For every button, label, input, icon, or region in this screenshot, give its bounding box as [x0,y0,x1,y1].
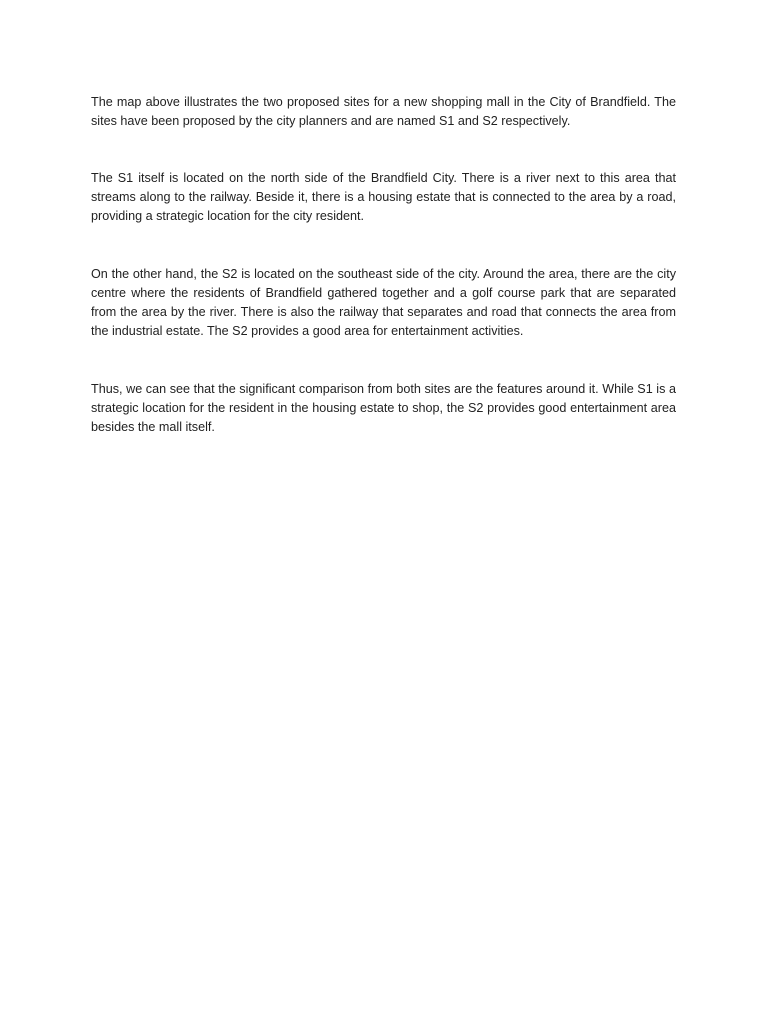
document-body [91,93,676,437]
paragraph-site-s2: On the other hand, the S2 is located on the southeast side of the city. Around the area, there are the city centre where the residents of Brandfield gathered together and a golf course park that are separated from the area by the river. There is also the railway that separates and road that connects the area from the industrial estate. The S2 provides a good area for entertainment activities. [91,267,676,338]
paragraph-conclusion: Thus, we can see that the significant comparison from both sites are the features around it. While S1 is a strategic location for the resident in the housing estate to shop, the S2 provides good entertainment area besides the mall itself. [91,382,676,434]
paragraph-introduction: The map above illustrates the two proposed sites for a new shopping mall in the City of Brandfield. The sites have been proposed by the city planners and are named S1 and S2 respectively. [91,95,676,128]
paragraph-site-s1: The S1 itself is located on the north side of the Brandfield City. There is a river next to this area that streams along to the railway. Beside it, there is a housing estate that is connected to the area by a road, providing a strategic location for the city resident. [91,171,676,223]
